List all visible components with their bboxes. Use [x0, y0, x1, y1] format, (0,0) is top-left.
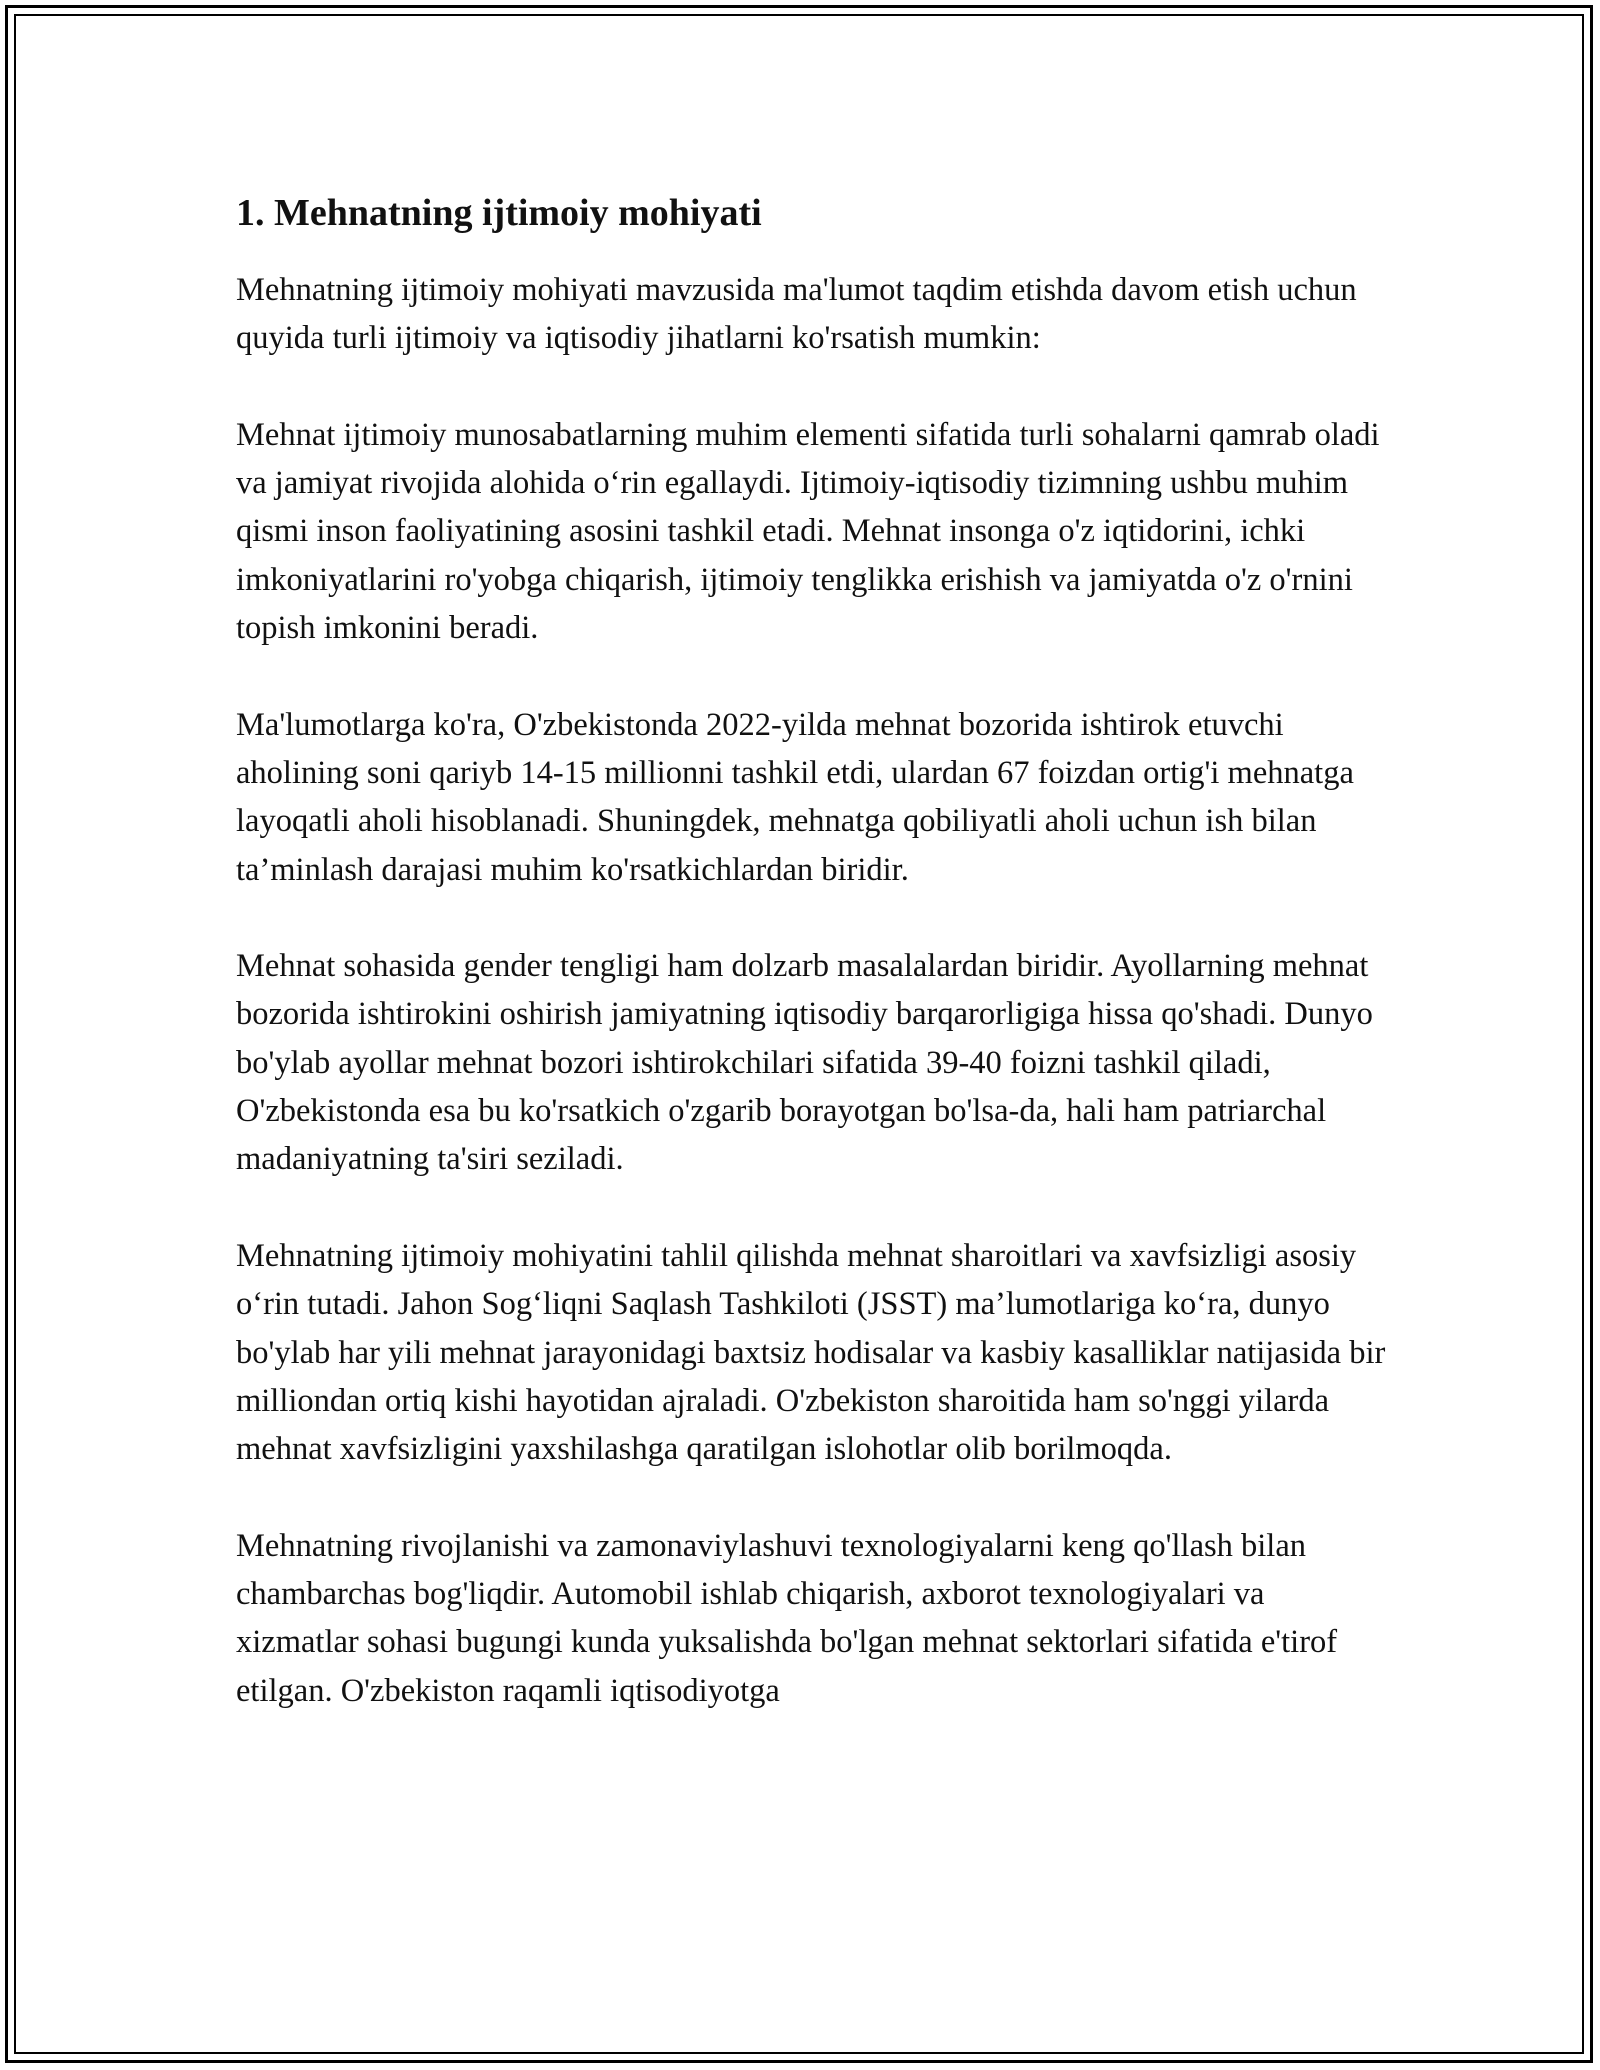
paragraph-work-safety: Mehnatning ijtimoiy mohiyatini tahlil qilishda mehnat sharoitlari va xavfsizligi asosiy oʻrin tutadi. Jahon Sogʻliqni Saqlash Tashkiloti (JSST) ma’lumotlariga koʻra, dunyo bo'ylab har yili mehnat jarayonidagi baxtsiz hodisalar va kasbiy kasalliklar natijasida bir milliondan ortiq kishi hayotidan ajraladi. O'zbekiston sharoitida ham so'nggi yilarda mehnat xavfsizligini yaxshilashga qaratilgan islohotlar olib borilmoqda.: [236, 1237, 1386, 1468]
document-body: [236, 186, 1386, 1763]
paragraph-labor-market-stats: Ma'lumotlarga ko'ra, O'zbekistonda 2022-yilda mehnat bozorida ishtirok etuvchi aholining soni qariyb 14-15 millionni tashkil etdi, ulardan 67 foizdan ortig'i mehnatga layoqatli aholi hisoblanadi. Shuningdek, mehnatga qobiliyatli aholi uchun ish bilan ta’minlash darajasi muhim ko'rsatkichlardan biridir.: [236, 706, 1354, 888]
section-heading: 1. Mehnatning ijtimoiy mohiyati: [236, 192, 762, 234]
paragraph-intro: Mehnatning ijtimoiy mohiyati mavzusida ma'lumot taqdim etishda davom etish uchun quyida turli ijtimoiy va iqtisodiy jihatlarni ko'rsatish mumkin:: [236, 272, 1357, 357]
paragraph-technology: Mehnatning rivojlanishi va zamonaviylashuvi texnologiyalarni keng qo'llash bilan chambarchas bog'liqdir. Automobil ishlab chiqarish, axborot texnologiyalari va xizmatlar sohasi bugungi kunda yuksalishda bo'lgan mehnat sektorlari sifatida e'tirof etilgan. O'zbekiston raqamli iqtisodiyotga: [236, 1527, 1338, 1709]
paragraph-gender-equality: Mehnat sohasida gender tengligi ham dolzarb masalalardan biridir. Ayollarning mehnat bozorida ishtirokini oshirish jamiyatning iqtisodiy barqarorligiga hissa qo'shadi. Dunyo bo'ylab ayollar mehnat bozori ishtirokchilari sifatida 39-40 foizni tashkil qiladi, O'zbekistonda esa bu ko'rsatkich o'zgarib borayotgan bo'lsa-da, hali ham patriarchal madaniyatning ta'siri seziladi.: [236, 948, 1373, 1178]
paragraph-social-relations: Mehnat ijtimoiy munosabatlarning muhim elementi sifatida turli sohalarni qamrab oladi va jamiyat rivojida alohida oʻrin egallaydi. Ijtimoiy-iqtisodiy tizimning ushbu muhim qismi inson faoliyatining asosini tashkil etadi. Mehnat insonga o'z iqtidorini, ichki imkoniyatlarini ro'yobga chiqarish, ijtimoiy tenglikka erishish va jamiyatda o'z o'rnini topish imkonini beradi.: [236, 416, 1380, 647]
